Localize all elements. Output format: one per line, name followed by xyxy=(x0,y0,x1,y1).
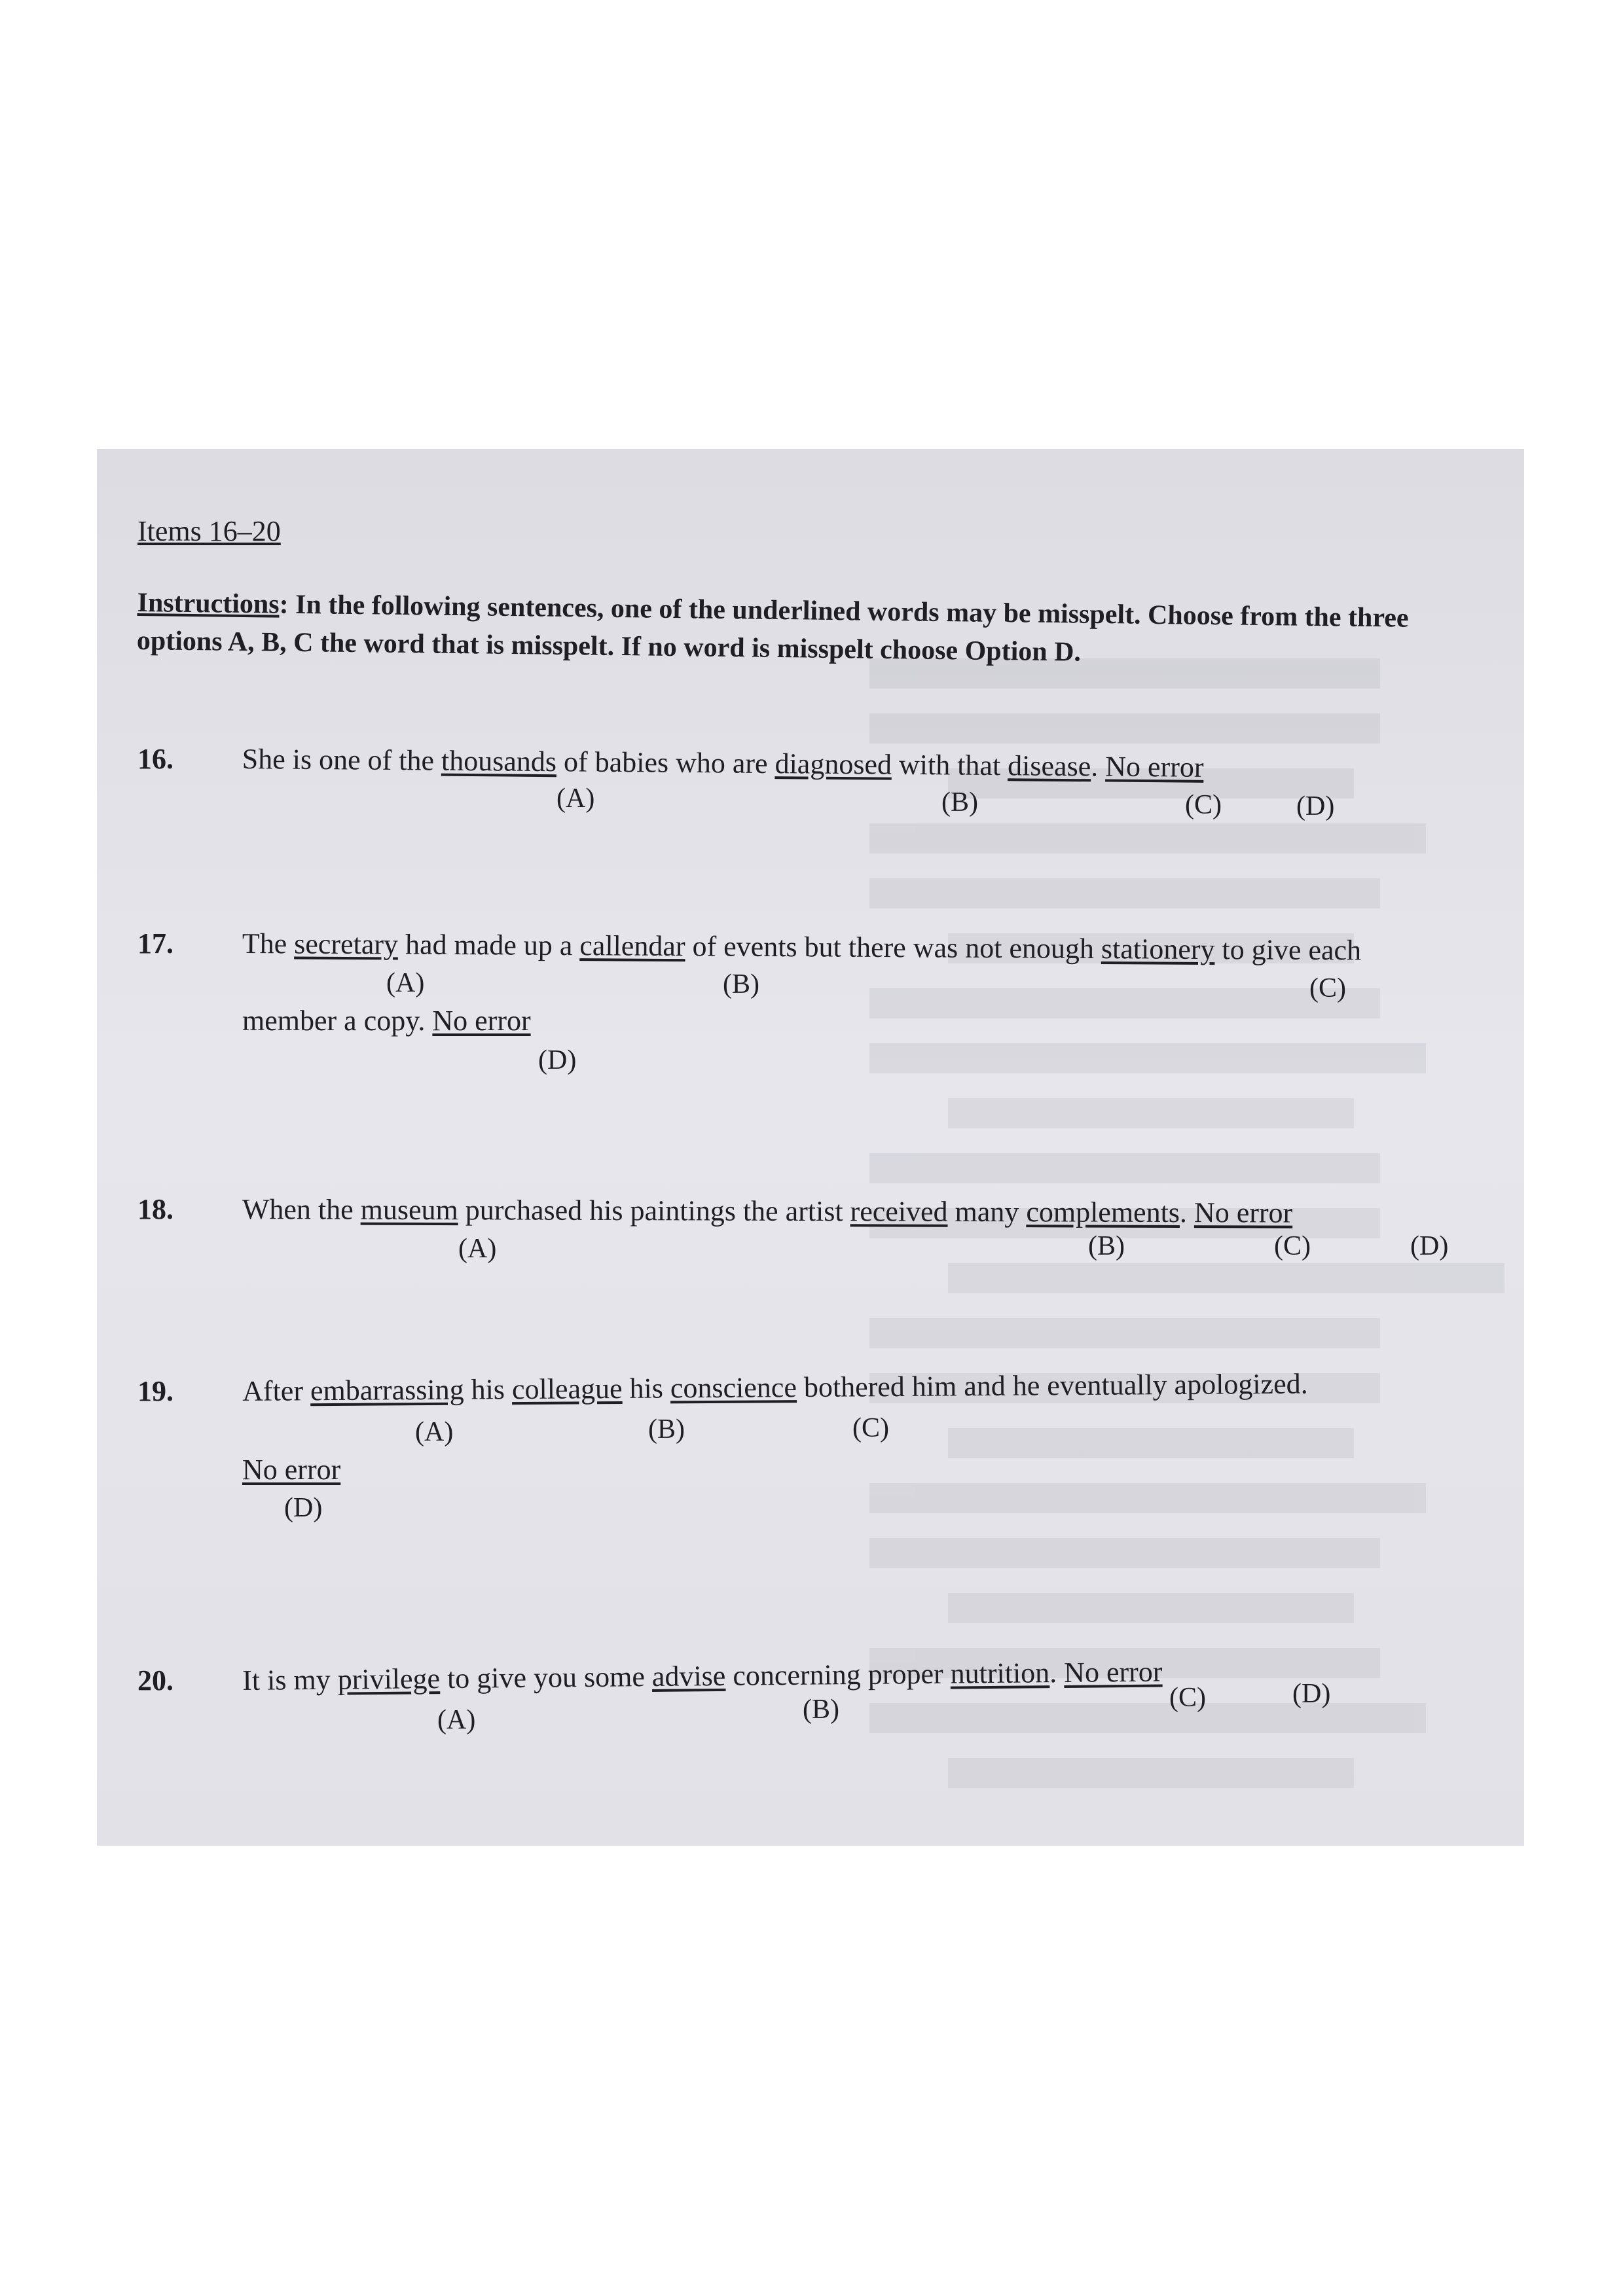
question-number: 19. xyxy=(137,1375,173,1407)
option-a-word[interactable]: secretary xyxy=(294,927,399,961)
option-c-label: (C) xyxy=(1309,973,1346,1003)
option-d-no-error[interactable]: No error xyxy=(1105,750,1204,783)
question-sentence: It is my privilege to give you some advise concerning proper nutrition. No error xyxy=(242,1655,1163,1696)
option-b-word[interactable]: received xyxy=(850,1195,948,1228)
question-sentence-line2 xyxy=(242,1453,340,1486)
option-b-word[interactable]: advise xyxy=(651,1659,726,1693)
option-b-label: (B) xyxy=(723,969,759,999)
option-c-word[interactable]: nutrition xyxy=(950,1657,1050,1690)
instructions xyxy=(137,584,1473,676)
items-heading: Items 16–20 xyxy=(137,515,281,547)
question-sentence: When the museum purchased his paintings the artist received many complements. No error xyxy=(242,1193,1293,1229)
option-a-label: (A) xyxy=(437,1705,476,1735)
document-photo xyxy=(97,449,1524,1846)
option-d-label: (D) xyxy=(284,1493,323,1523)
option-c-word[interactable]: stationery xyxy=(1101,933,1215,966)
option-c-label: (C) xyxy=(1185,790,1222,820)
option-b-label: (B) xyxy=(1088,1231,1125,1261)
option-d-label: (D) xyxy=(1410,1231,1449,1261)
option-a-word[interactable]: thousands xyxy=(441,744,557,778)
option-d-no-error[interactable]: No error xyxy=(1194,1196,1293,1229)
option-b-word[interactable]: colleague xyxy=(511,1372,623,1406)
question-sentence-line2: member a copy. No error xyxy=(242,1005,531,1037)
question-number: 16. xyxy=(137,743,173,775)
question-number: 17. xyxy=(137,927,173,960)
question-sentence: She is one of the thousands of babies who are diagnosed with that disease. No error xyxy=(242,743,1204,783)
option-a-word[interactable]: privilege xyxy=(337,1662,441,1696)
option-d-no-error[interactable]: No error xyxy=(1063,1655,1163,1689)
option-c-label: (C) xyxy=(852,1413,889,1443)
question-sentence: The secretary had made up a callendar of events but there was not enough stationery to give each xyxy=(242,927,1362,967)
option-c-word[interactable]: disease xyxy=(1007,749,1091,783)
option-a-word[interactable]: museum xyxy=(360,1193,458,1227)
exam-sheet xyxy=(97,449,1524,1846)
option-b-label: (B) xyxy=(941,787,978,817)
option-d-label: (D) xyxy=(538,1045,577,1075)
option-d-label: (D) xyxy=(1296,791,1335,821)
question-sentence: After embarrassing his colleague his conscience bothered him and he eventually apologized. xyxy=(242,1367,1308,1407)
option-a-label: (A) xyxy=(415,1417,454,1447)
option-a-label: (A) xyxy=(556,783,595,814)
question-number: 18. xyxy=(137,1193,173,1225)
option-c-label: (C) xyxy=(1274,1231,1311,1261)
option-c-word[interactable]: conscience xyxy=(670,1371,797,1405)
option-d-label: (D) xyxy=(1292,1679,1331,1709)
option-c-word[interactable]: complements xyxy=(1026,1196,1180,1229)
instructions-text: : In the following sentences, one of the underlined words may be misspelt. Choose from the three options A, B, C the word that is misspelt. If no word is misspelt choose Option D. xyxy=(136,589,1409,668)
option-d-no-error[interactable]: No error xyxy=(432,1005,531,1037)
option-b-label: (B) xyxy=(648,1414,685,1444)
option-d-no-error[interactable]: No error xyxy=(242,1454,341,1486)
option-a-label: (A) xyxy=(458,1234,497,1264)
option-b-word[interactable]: diagnosed xyxy=(775,747,892,781)
question-number: 20. xyxy=(137,1664,173,1696)
option-a-word[interactable]: embarrassing xyxy=(310,1373,464,1407)
option-b-word[interactable]: callendar xyxy=(579,929,685,963)
option-a-label: (A) xyxy=(386,968,425,998)
option-c-label: (C) xyxy=(1169,1683,1206,1713)
instructions-label: Instructions xyxy=(137,587,280,620)
option-b-label: (B) xyxy=(803,1695,839,1725)
